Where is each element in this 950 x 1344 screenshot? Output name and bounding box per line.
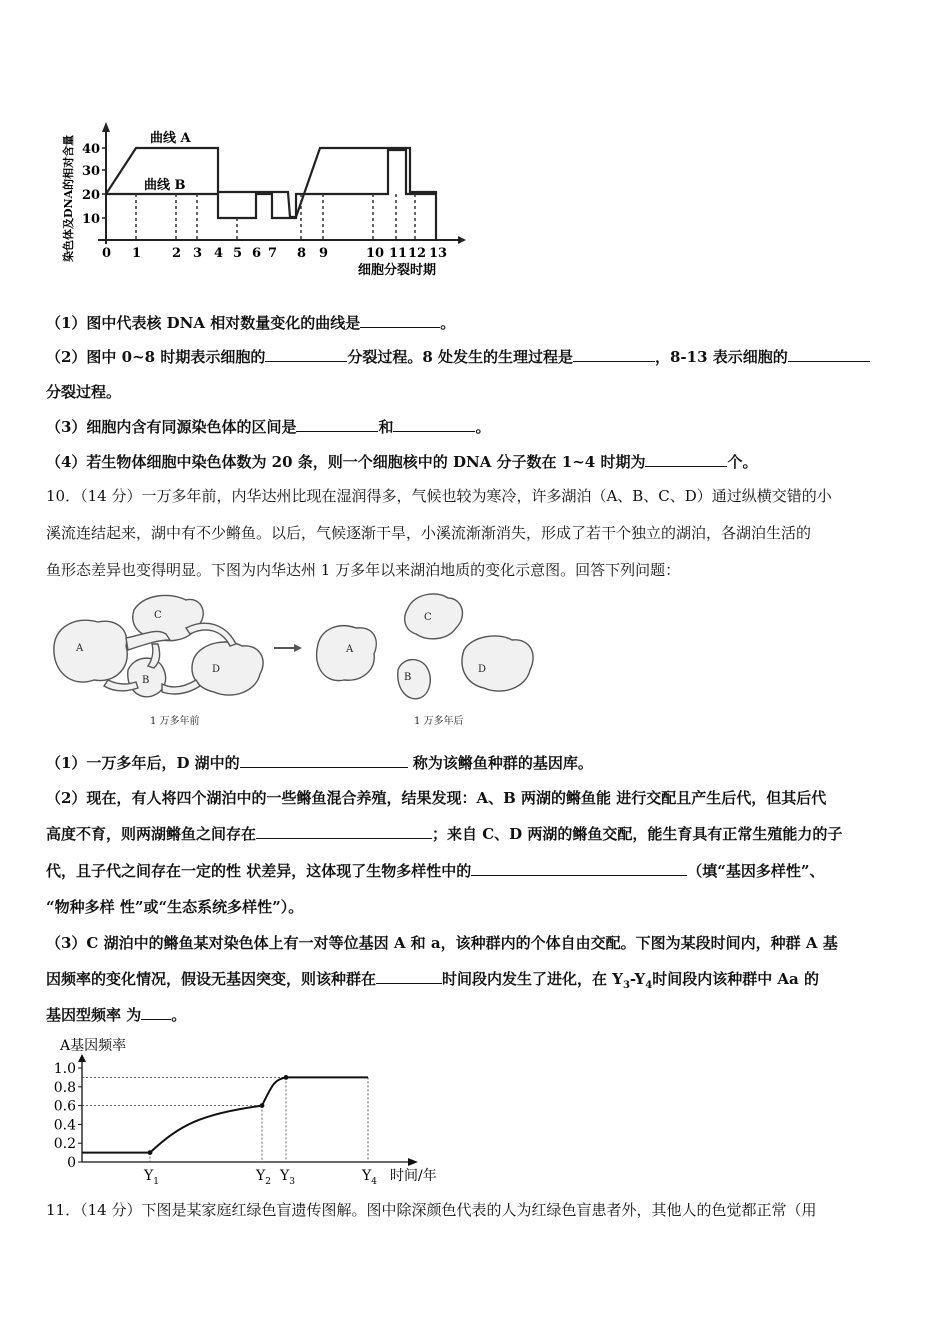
dna-xtick-label: 12 [408, 246, 427, 261]
freq-x-arrow [408, 1158, 418, 1166]
gene-frequency-chart [40, 1034, 460, 1184]
lake-label-b: B [404, 672, 412, 683]
q10-part2-line4: “物种多样 性”或“生态系统多样性”）。 [46, 898, 304, 916]
freq-ytick-label: 0 [67, 1155, 76, 1171]
freq-xtick-label: $Y_4$ [362, 1168, 377, 1184]
dna-xtick-label: 13 [429, 246, 448, 261]
answer-blank[interactable] [265, 347, 347, 362]
dna-xtick-label: 10 [366, 246, 385, 261]
change-arrow-head [294, 644, 302, 652]
dna-xtick-label: 0 [102, 246, 112, 261]
q10-part2-line1: （2）现在，有人将四个湖泊中的一些鳉鱼混合养殖，结果发现：A、B 两湖的鳉鱼能 进行交配且产生后代，但其后代 [46, 789, 827, 807]
answer-blank[interactable] [573, 347, 655, 362]
curve-b-label: 曲线 B [144, 178, 186, 193]
q9-part4: （4）若生物体细胞中染色体数为 20 条，则一个细胞核中的 DNA 分子数在 1~4 时期为 个。 [46, 453, 758, 471]
q10-intro-line1: 10．（14 分）一万多年前，内华达州比现在湿润得多，气候也较为寒冷，许多湖泊（A、B、C、D）通过纵横交错的小 [46, 487, 832, 505]
freq-ytick-label: 0.6 [53, 1098, 76, 1115]
dna-xtick-label: 1 [132, 246, 142, 261]
lake-label-b: B [142, 675, 150, 686]
answer-blank[interactable] [360, 313, 440, 328]
lake-label-c: C [424, 612, 432, 623]
stream [186, 623, 236, 646]
dna-chart-ylabel: 染色体及DNA的相对含量 [62, 134, 75, 262]
lake-b-after [398, 660, 430, 699]
q10-part3-line3: 基因型频率 为 。 [46, 1006, 187, 1024]
lake-label-d: D [212, 664, 221, 675]
dna-xtick-label: 2 [172, 246, 182, 261]
lake-d-before [192, 642, 263, 695]
q9-part1: （1）图中代表核 DNA 相对数量变化的曲线是 。 [46, 314, 456, 332]
freq-ytick-label: 0.4 [53, 1117, 76, 1134]
freq-data-point [260, 1103, 265, 1108]
dna-ytick-label: 40 [82, 142, 101, 157]
dna-ytick-label: 30 [82, 164, 101, 179]
lake-c-after [405, 594, 463, 639]
q10-intro-line3: 鱼形态差异也变得明显。下图为内华达州 1 万多年以来湖泊地质的变化示意图。回答下列问题： [46, 561, 681, 579]
curve-a-label: 曲线 A [150, 131, 191, 146]
freq-ytick-label: 0.2 [53, 1136, 76, 1153]
dna-chart-xlabel: 细胞分裂时期 [358, 263, 437, 278]
lake-label-c: C [154, 610, 162, 621]
q9-part3: （3）细胞内含有同源染色体的区间是 和 。 [46, 418, 491, 436]
answer-blank[interactable] [393, 417, 475, 432]
dna-chart-x-arrow [458, 236, 466, 244]
lake-label-a: A [346, 644, 354, 655]
freq-xtick-label: $Y_2$ [256, 1168, 271, 1184]
lake-a-before [54, 620, 127, 682]
freq-xtick-label: $Y_3$ [280, 1168, 295, 1184]
lake-d-after [462, 636, 533, 691]
q10-part2-line2: 高度不育，则两湖鳉鱼之间存在 ；来自 C、D 两湖的鳉鱼交配，能生育具有正常生殖能力的子 [46, 825, 843, 843]
q9-part2: （2）图中 0~8 时期表示细胞的 分裂过程。8 处发生的生理过程是 ，8-13 表示细胞的 [46, 346, 870, 367]
q10-part3-line1: （3）C 湖泊中的鳉鱼某对染色体上有一对等位基因 A 和 a，该种群内的个体自由交配。下图为某段时间内，种群 A 基 [46, 934, 838, 952]
answer-blank[interactable] [296, 417, 378, 432]
dna-ytick-label: 20 [82, 188, 101, 203]
freq-data-point [148, 1150, 153, 1155]
q10-part2-line3: 代，且子代之间存在一定的性 状差异，这体现了生物多样性中的 （填“基因多样性”、 [46, 862, 825, 880]
q10-part3-line2: 因频率的变化情况，假设无基因突变，则该种群在 时间段内发生了进化，在 $Y_3-Y_4$时间段内该种群中 Aa 的 [46, 970, 819, 991]
freq-xtick-label: $Y_1$ [144, 1168, 159, 1184]
answer-blank[interactable] [645, 452, 727, 467]
dna-ytick-label: 10 [82, 212, 101, 227]
dna-xtick-label: 7 [268, 246, 278, 261]
dna-xtick-label: 4 [214, 246, 224, 261]
answer-blank[interactable] [240, 753, 408, 768]
dna-xtick-label: 8 [297, 246, 307, 261]
lake-label-d: D [478, 664, 487, 675]
stream [162, 680, 200, 694]
answer-blank[interactable] [256, 824, 432, 839]
stream [126, 631, 170, 650]
lake-label-a: A [76, 643, 84, 654]
dna-chromosome-chart [58, 112, 478, 284]
curve-b-line [106, 150, 436, 240]
answer-blank[interactable] [471, 861, 687, 876]
freq-y-arrow [78, 1054, 86, 1062]
answer-blank[interactable] [376, 969, 442, 984]
answer-blank[interactable] [141, 1005, 171, 1020]
q11-intro-line1: 11．（14 分）下图是某家庭红绿色盲遗传图解。图中除深颜色代表的人为红绿色盲患者外，其他人的色觉都正常（用 [46, 1201, 817, 1219]
freq-series-line [82, 1077, 368, 1152]
dna-xtick-label: 11 [389, 246, 408, 261]
dna-xtick-label: 5 [233, 246, 243, 261]
caption-before: 1 万多年前 [150, 716, 200, 727]
freq-ytick-label: 0.8 [53, 1079, 76, 1096]
dna-xtick-label: 6 [252, 246, 262, 261]
chart-xlabel: 时间/年 [390, 1168, 437, 1184]
freq-data-point [284, 1075, 289, 1080]
chart-title: A基因频率 [60, 1038, 127, 1054]
q10-intro-line2: 溪流连结起来，湖中有不少鳉鱼。以后，气候逐渐干旱，小溪流渐渐消失，形成了若干个独立的湖泊，各湖泊生活的 [46, 524, 812, 542]
dna-chart-y-arrow [102, 122, 110, 132]
answer-blank[interactable] [788, 347, 870, 362]
dna-xtick-label: 3 [193, 246, 203, 261]
q10-part1: （1）一万多年后，D 湖中的 称为该鳉鱼种群的基因库。 [46, 754, 593, 772]
dna-xtick-label: 9 [319, 246, 329, 261]
caption-after: 1 万多年后 [414, 716, 464, 727]
lakes-diagram [46, 588, 536, 730]
q9-part2-cont: 分裂过程。 [46, 383, 122, 401]
freq-ytick-label: 1.0 [53, 1061, 76, 1077]
